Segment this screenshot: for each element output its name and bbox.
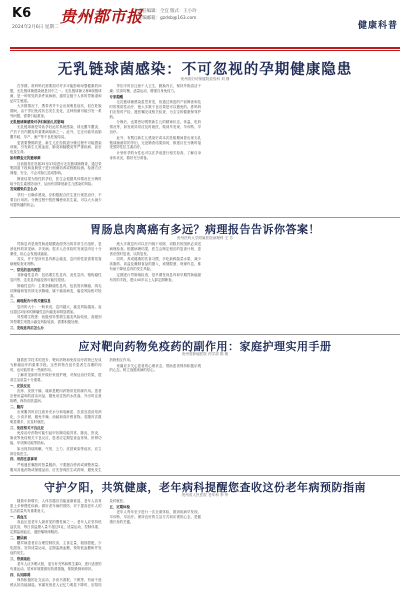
paragraph: 肿瘤性息肉：主要指腺瘤性息肉，包括管状腺瘤、绒毛状腺瘤和管状绒毛状腺瘤，属于癌前病变，癌变风险相对较高。: [10, 283, 102, 298]
paragraph: 了解常见副作用并做好家庭护理，对保证治疗效果、提高生活质量十分重要。: [10, 373, 102, 383]
paragraph: 随着年龄增长，人体各器官功能逐渐衰退，老年人容易患上多种慢性疾病。做好老年病的预防，对于提高老年人的生活质量具有重要意义。: [10, 499, 102, 513]
article-4-byline: 贵州省人民医院 老年科 李 华: [181, 493, 229, 497]
paragraph: 一、高血压: [10, 514, 27, 519]
paragraph: 筛查结果为阳性的孕妇，医生会根据具体情况在分娩时给予抗生素预防治疗，从而有效降低新生儿感染的风险。: [10, 176, 102, 186]
paragraph: 无乳链球菌感染虽然常见，但通过规范的产前筛查和及时的预防性治疗，绝大多数不良后果是可以避免的。准妈妈们应按时产检，遵医嘱完成相关检查，为宝宝的健康保驾护航。: [109, 100, 201, 119]
paragraph: 其实，并不是所有息肉都会癌变，息肉的性质需要依靠病理检查来判断。: [10, 257, 102, 267]
paragraph: 此外，有既往新生儿感染史或本次妊娠期间曾出现无乳链球菌菌尿的孕妇，无论筛查结果如何，都建议在分娩时接受预防性抗生素治疗。: [109, 135, 201, 150]
paragraph: 严格遵医嘱按时按量服药，不要擅自停药或调整剂量。服用其他药物或保健品前，应先咨询医生或药师，避免发生药物相互作用。: [10, 358, 134, 472]
paragraph: 皮疹、皮肤干燥、瘙痒是靶向药物常见的副作用。患者应使用温和的清洁用品，避免用过热的水洗澡，外出时注意防晒，保持皮肤湿润。: [10, 389, 102, 404]
paragraph: 糖尿病患者应合理控制饮食，主食定量，粗细搭配，少吃甜食。坚持适量运动，定期监测血糖，预防低血糖和并发症的发生。: [10, 541, 102, 555]
paragraph: 家属应多关心患者的心理状态，帮助患者保持积极乐观的心态，树立战胜疾病的信心。: [109, 363, 201, 373]
divider: [10, 217, 400, 218]
paragraph: 绝大多数息肉可以在内镜下切除，切除后的组织必须送病理检查。根据病理结果，医生会制定相应的复查计划，患者应按时复查，以防复发。: [109, 242, 201, 256]
paragraph: 随着医学技术的进步，靶向药物和免疫治疗药物已经成为肿瘤治疗的重要手段。这些药物在延长患者生存期的同时，也可能带来一些副作用。: [10, 358, 102, 372]
paragraph: 更需要警惕的是，新生儿在经阴道分娩过程中可能感染该菌，引发新生儿败血症、肺炎和脑膜炎等严重疾病，甚至危及生命。: [10, 140, 102, 155]
issue-date: 2024年2月6日 星期二: [12, 25, 59, 30]
paragraph: 息肉的大小：一般来说，息肉越大，癌变风险越高。直径超过2厘米的腺瘤性息肉癌变率明显增加。: [10, 304, 102, 314]
article-1-byline: 贵州省妇幼保健院检验科 刘 静: [180, 77, 230, 81]
paragraph: 二、病理报告中的关键信息: [10, 299, 51, 304]
paragraph: 四、认知障碍: [10, 572, 31, 577]
paragraph: 发现感染后怎么办: [10, 187, 38, 192]
paragraph: 非肿瘤性息肉：包括增生性息肉、炎性息肉、错构瘤性息肉等，这类息肉癌变的可能性很低。: [10, 273, 102, 283]
page-number: K6: [12, 6, 32, 21]
email-line: 主编邮箱：gzdsb@163.com: [138, 16, 197, 21]
paragraph: 二、糖尿病: [10, 535, 27, 540]
paragraph: 三、免疫相关不良反应: [10, 425, 44, 430]
paragraph: 分娩后，也要密切观察新生儿的精神状态、体温、吃奶情况等，如发现异常应及时就医，做到早发现、早诊断、早治疗。: [109, 120, 201, 135]
paragraph: 孕妇平时应注意个人卫生，勤换内衣，保持外阴清洁干燥；饮食均衡，适量运动，增强自身免疫力。: [109, 84, 201, 93]
paragraph: 胃肠息肉是指胃肠道黏膜表面突出的异常生长组织，是消化科的常见病、多发病。很多人在体检时发现息肉后十分紧张，担心会发展成癌症。: [10, 242, 102, 256]
paragraph: 高血压是老年人最常见的慢性病之一。老年人应坚持低盐饮食，每日食盐摄入量不超过5克，适量运动，控制体重，定期监测血压，遵医嘱规律服药。: [10, 520, 102, 534]
paragraph: 一、常见的息肉类型: [10, 267, 41, 272]
article-3-headline: 应对靶向药物免疫药的副作用：家庭护理实用手册: [78, 340, 332, 353]
paragraph: 在孕期，准妈妈们需要面对许多可能影响母婴健康的问题，无乳链球菌感染就是其中之一。无乳链球菌又称B族链球菌，是一种常见的条件致病菌，通常定植于人体的胃肠道和泌尿生殖道。: [10, 84, 102, 103]
article-4-body: [10, 499, 400, 591]
article-3-byline: 贵州省肿瘤医院 药学部 陈 敏: [181, 352, 229, 356]
editor-info: [138, 8, 196, 22]
paragraph: 计划怀孕的女性也可以在孕前进行相关检查，了解自身身体状况，做好充分准备。: [109, 150, 201, 160]
article-1-body: [10, 84, 400, 214]
paragraph: 老年人应多晒太阳，适当补充钙和维生素D，进行适度的负重运动。居家环境要做好防滑措施，预防跌倒和骨折。: [10, 562, 102, 571]
editor-line: 责任编辑：仝宜 版式：王小玲: [138, 9, 197, 14]
masthead-rule: [10, 47, 400, 49]
paragraph: 无乳链球菌是导致孕妇泌尿系统感染、绒毛膜羊膜炎、产后子宫内膜炎的重要病原菌之一。此外，它还可能导致胎膜早破、早产、流产等不良妊娠结局。: [10, 125, 102, 140]
paragraph: 无乳链球菌感染对孕妇和胎儿的影响: [10, 119, 65, 124]
article-2-body: [10, 242, 400, 332]
paragraph: 定期进行胃肠镜检查，是早期发现息肉和早期胃肠癌最有效的手段，建议40岁以上人群定期筛查。: [109, 272, 201, 282]
divider: [10, 334, 400, 335]
newspaper-logo: 贵州都市报: [60, 7, 143, 26]
paragraph: 四、用药注意事项: [10, 457, 38, 462]
paragraph: 如出现持续咳嗽、气短、乏力、皮肤黄染等症状，应立即告知医生。: [10, 446, 102, 456]
paragraph: 三、发现息肉后怎么办: [10, 325, 44, 330]
article-1-headline: 无乳链球菌感染：不可忽视的孕期健康隐患: [57, 62, 353, 78]
paragraph: 免疫治疗药物可能引起甲状腺功能异常、肺炎、肝炎、肠炎等免疫相关不良反应。患者应定期复查血常规、肝肾功能、甲状腺功能等指标。: [10, 431, 102, 446]
paragraph: 老年人每年至少进行一次全面体检，做到疾病早发现、早诊断、早治疗。保持良好的生活方式和乐观的心态，是健康长寿的关键。: [109, 510, 201, 525]
paragraph: 保持积极的社交活动，多读书看报、下棋等，有助于延缓认知功能减退。家属发现老人记忆力明显下降时，应陪同及时就医。: [10, 499, 127, 588]
paragraph: 一、皮肤反应: [10, 383, 31, 388]
section-title: 健康科普: [357, 21, 398, 31]
article-4-headline: 守护夕阳，共筑健康，老年病科提醒您查收这份老年病预防指南: [44, 481, 366, 494]
divider: [10, 475, 400, 476]
paragraph: 孕妇一旦确诊感染，应积极配合医生进行规范治疗，不要自行用药。分娩过程中按医嘱使用抗生素，可以大大减少母婴传播的机会。: [10, 192, 102, 207]
article-3-body: [10, 358, 400, 473]
paragraph: 同时，养成健康的饮食习惯，多吃新鲜蔬菜水果，减少高脂肪、高盐及腌制食品的摄入，戒烟限酒，规律作息，都有助于降低息肉的发生风险。: [109, 257, 201, 272]
paragraph: 出现腹泻时应注意补充水分和电解质，饮食宜清淡易消化，少食多餐，避免辛辣、油腻和高纤维食物。若腹泻次数明显增多，应及时就医。: [10, 410, 102, 425]
paragraph: 二、腹泻: [10, 404, 24, 409]
paragraph: 异型增生程度：低级别异型增生癌变风险较低，高级别异型增生则提示癌变风险较高，需要积极处理。: [10, 315, 102, 325]
paragraph: 五、定期体检: [109, 504, 130, 509]
paragraph: 大多数情况下，携带者并不会出现明显症状，但在妊娠期间，由于孕妇免疫状态发生变化，这种细菌可能引发一系列问题，需要引起重视。: [10, 104, 102, 119]
paragraph: 专家提醒: [109, 94, 124, 99]
masthead: [10, 4, 400, 44]
masthead-rule-thin: [10, 50, 400, 51]
article-2-byline: 贵州医科大学附属医院病理科 王 芳: [176, 236, 234, 240]
paragraph: 三、骨质疏松: [10, 556, 31, 561]
paragraph: 目前推荐在妊娠35至37周进行无乳链球菌筛查，通过采集阴道下段和直肠拭子进行细菌培养或核酸检测。检测方法简便、安全，不会对胎儿造成影响。: [10, 161, 102, 176]
paragraph: 如何筛查无乳链球菌: [10, 156, 41, 161]
article-2-headline: 胃肠息肉离癌有多远？病理报告告诉你答案！: [90, 223, 320, 236]
